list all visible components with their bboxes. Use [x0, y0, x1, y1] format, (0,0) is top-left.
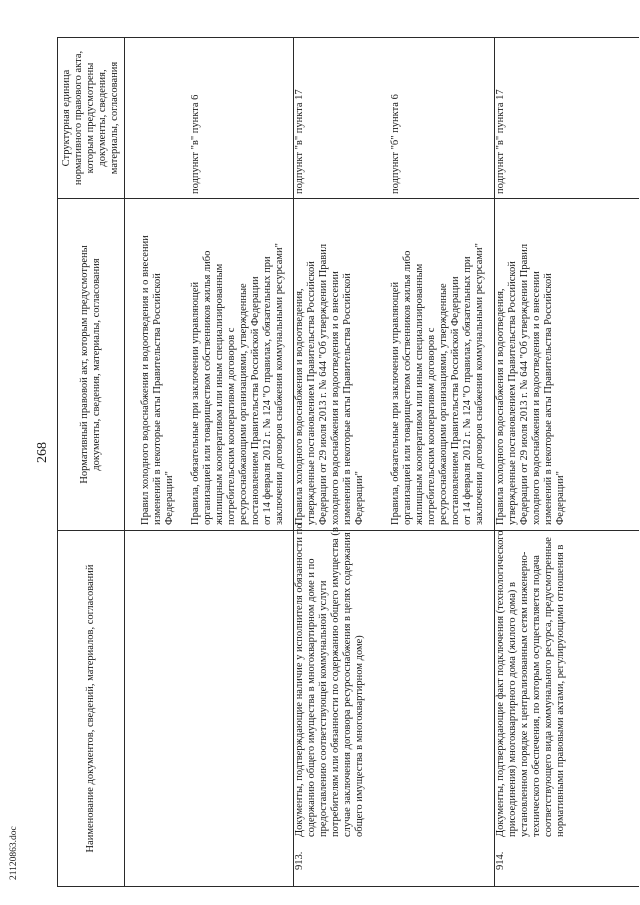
document-file-name: 21120863.doc	[9, 826, 19, 880]
legal-act-text: Правила холодного водоснабжения и водоотведения, утвержденные постановлением Правительства Российской Федерации от 29 июля 2013 г. № 644 "Об утверждении Правил холодного водоснабжения и водоотведения и о внесении изменений в некоторые акты Правительства Российской Федерации"	[495, 198, 639, 530]
legal-act-text: Правила, обязательные при заключении управляющей организацией или товариществом собственников жилья либо жилищным кооперативом или иным специализированным потребительским кооперативом договоров с ресурсоснабжающими организациями, утвержденные постановлением Правительства Российской Федерации от 14 февраля 2012 г. № 124 "О правилах, обязательных при заключении договоров снабжения коммунальными ресурсами"	[190, 198, 293, 530]
document-name-cell	[294, 523, 494, 886]
document-name-cell	[125, 530, 293, 886]
legal-acts-group	[125, 38, 293, 530]
page-number: 268	[35, 442, 50, 463]
legal-act-text: Правил холодного водоснабжения и водоотведения и о внесении изменений в некоторые акты Правительства Российской Федерации"	[125, 198, 190, 530]
document-name-cell	[495, 530, 639, 886]
row-number: 914.	[495, 851, 506, 870]
table-row	[125, 38, 294, 886]
legal-act-text: Правила холодного водоснабжения и водоотведения, утвержденные постановлением Правительства Российской Федерации от 29 июля 2013 г. № 644 "Об утверждении Правил холодного водоснабжения и водоотведения и о внесении изменений в некоторые акты Правительства Российской Федерации"	[294, 198, 390, 530]
document-name: Документы, подтверждающие факт подключения (технологического присоединения) многоквартирного дома (жилого дома) в установленном порядке к централизованным сетям инженерно- технического обеспечения, по которым осуществляется подача соответствующего вида коммунального ресурса, предусмотренные нормативными правовыми актами, регулирующими отношения в	[495, 530, 566, 837]
legal-acts-group	[495, 38, 639, 530]
table-header-row	[58, 38, 125, 886]
structural-unit: подпункт "в" пункта 17	[495, 89, 506, 194]
legal-act-entry	[190, 38, 293, 530]
column-header-legal-act: Нормативный правовой акт, которым предусмотрены документы, сведения, материалы, согласования	[58, 198, 124, 530]
column-header-documents: Наименование документов, сведений, материалов, согласований	[58, 530, 124, 886]
structural-unit: подпункт "в" пункта 6	[190, 94, 201, 194]
structural-unit	[125, 38, 190, 198]
table-row	[294, 38, 495, 886]
document-name: Документы, подтверждающие наличие у исполнителя обязанности по содержанию общего имущества в многоквартирном доме и по предоставлению соответствующей коммунальной услуги потребителям или обязанности по содержанию общего имущества (в случае заключения договора ресурсоснабжения в целях содержания общего имущества в многоквартирном доме)	[294, 523, 365, 837]
legal-act-entry	[125, 38, 190, 530]
legal-acts-group	[294, 38, 494, 530]
structural-unit: подпункт "в" пункта 17	[294, 89, 305, 194]
structural-unit: подпункт "б" пункта 6	[390, 94, 401, 194]
legal-act-entry	[390, 38, 494, 530]
legal-act-entry	[495, 38, 639, 530]
documents-table	[57, 37, 639, 887]
legal-act-text: Правила, обязательные при заключении управляющей организацией или товариществом собственников жилья либо жилищным кооперативом или иным специализированным потребительским кооперативом договоров с ресурсоснабжающими организациями, утвержденные постановлением Правительства Российской Федерации от 14 февраля 2012 г. № 124 "О правилах, обязательных при заключении договоров снабжения коммунальными ресурсами"	[390, 198, 494, 530]
column-header-structural-unit: Структурная единица нормативного правового акта, которым предусмотрены документы, сведения, материалы, согласования	[61, 50, 120, 186]
legal-act-entry	[294, 38, 390, 530]
row-number: 913.	[294, 851, 305, 870]
table-row	[495, 38, 639, 886]
